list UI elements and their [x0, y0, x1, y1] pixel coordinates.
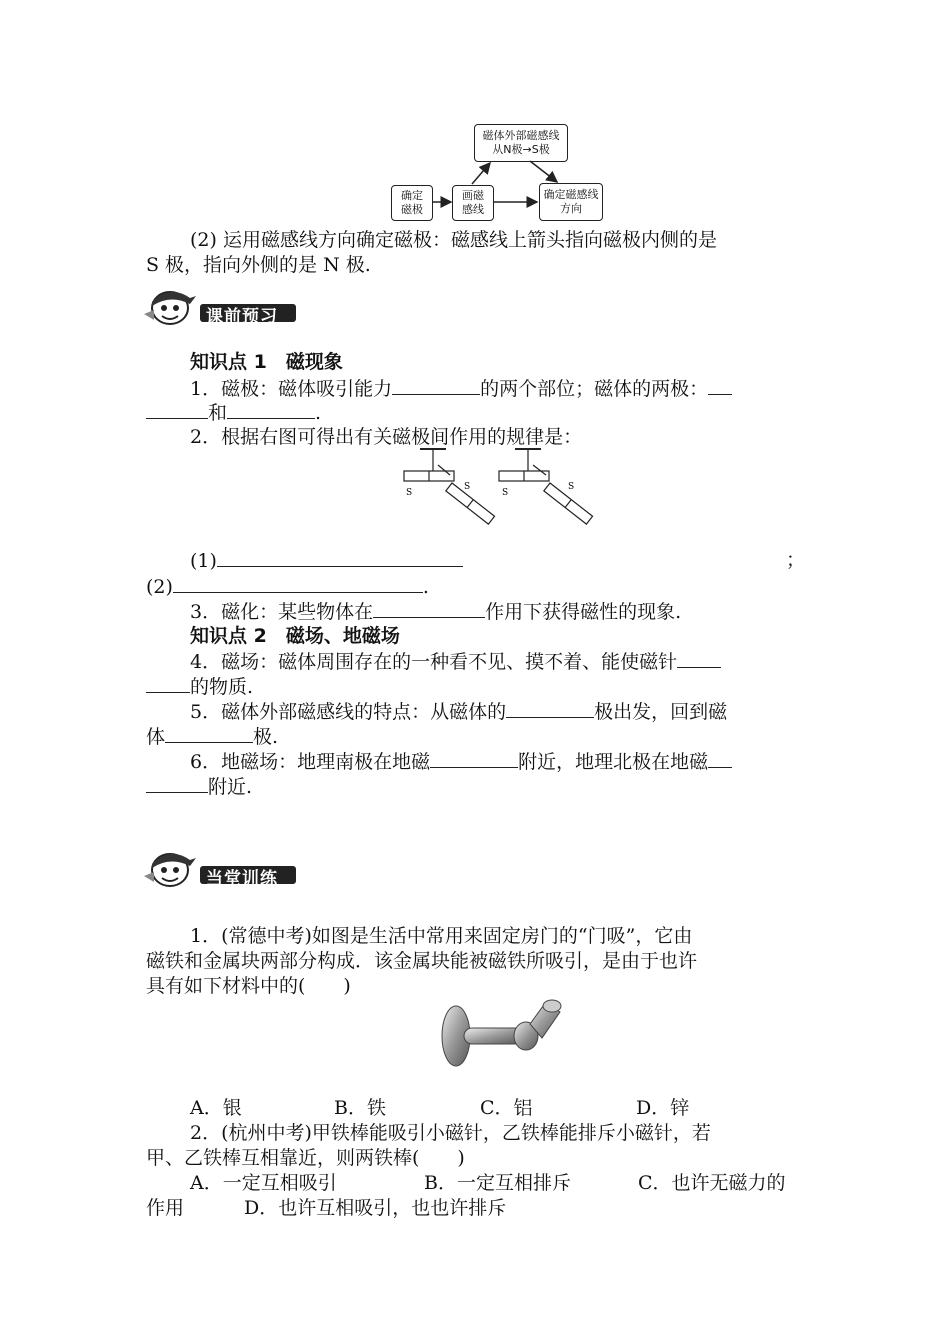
e2-option-d: D．也许互相吸引，也也许排斥	[244, 1197, 507, 1219]
blank-field[interactable]	[392, 376, 480, 395]
e2-option-a: A．一定互相吸引	[190, 1172, 337, 1194]
e1-option-c: C．铝	[480, 1097, 533, 1119]
blank-field[interactable]	[677, 649, 721, 668]
blank-field[interactable]	[146, 400, 208, 419]
e2-line-4a: 作用	[146, 1197, 185, 1219]
q4-line-2	[146, 674, 253, 699]
q5-text-a: 5．磁体外部磁感线的特点：从磁体的	[190, 701, 507, 723]
p1-label: (1)	[190, 550, 217, 572]
q4-text-a: 4．磁场：磁体周围存在的一种看不见、摸不着、能使磁针	[190, 651, 678, 673]
q6-text-c: 附近.	[208, 776, 253, 798]
q6-line-1	[190, 749, 732, 774]
q5-text-d: 极.	[253, 726, 279, 748]
blank-field[interactable]	[146, 774, 208, 793]
blank-field[interactable]	[708, 749, 732, 768]
blank-field[interactable]	[165, 724, 253, 743]
q3-line	[190, 599, 681, 624]
p2-line	[146, 574, 429, 599]
kp2-title: 知识点 2 磁场、地磁场	[190, 625, 400, 647]
e2-line-1: 2．(杭州中考)甲铁棒能吸引小磁针，乙铁棒能排斥小磁针，若	[190, 1122, 711, 1144]
blank-field[interactable]	[173, 574, 423, 593]
e2-option-c: C．也许无磁力的	[638, 1172, 786, 1194]
e1-line-2: 磁铁和金属块两部分构成．该金属块能被磁铁所吸引，是由于也许	[146, 950, 698, 972]
banner-title: 当堂训练	[206, 869, 278, 889]
blank-field[interactable]	[217, 548, 463, 567]
q6-line-2	[146, 774, 252, 799]
flow-arrows	[380, 120, 620, 230]
e1-option-b: B．铁	[334, 1097, 386, 1119]
magnet-label-s: S	[568, 482, 575, 492]
q5-text-b: 极出发，回到磁	[594, 701, 728, 723]
q4-line-1	[190, 649, 721, 674]
banner-title: 课前预习	[206, 307, 278, 327]
p1-end: ；	[786, 549, 806, 571]
q1-text-c: 和	[208, 402, 228, 424]
e2-option-b: B．一定互相排斥	[424, 1172, 571, 1194]
door-stop-image	[434, 994, 564, 1074]
section-banner-preview	[140, 284, 300, 327]
intro-line-2: S 极，指向外侧的是 N 极.	[146, 254, 371, 276]
p2-label: (2)	[146, 576, 173, 598]
e1-option-a: A．银	[190, 1097, 242, 1119]
q3-text-a: 3．磁化：某些物体在	[190, 601, 374, 623]
magnet-label-s: S	[406, 488, 413, 498]
section-banner-practice	[140, 846, 300, 889]
blank-field[interactable]	[506, 699, 594, 718]
q1-text-d: .	[315, 402, 322, 424]
e1-line-3: 具有如下材料中的( )	[146, 975, 351, 997]
e1-line-1: 1．(常德中考)如图是生活中常用来固定房门的“门吸”，它由	[190, 925, 693, 947]
kp1-title: 知识点 1 磁现象	[190, 351, 343, 373]
magnets-figure	[390, 447, 610, 529]
flow-top-text: 磁体外部磁感线从N极→S极	[482, 129, 560, 156]
blank-field[interactable]	[708, 376, 732, 395]
e1-option-d: D．锌	[636, 1097, 690, 1119]
p1-line	[190, 548, 463, 573]
p2-end: .	[422, 576, 429, 598]
q5-line-2	[146, 724, 278, 749]
q1-text-a: 1．磁极：磁体吸引能力	[190, 378, 393, 400]
magnet-label-s: S	[464, 482, 471, 492]
q6-text-a: 6．地磁场：地理南极在地磁	[190, 751, 431, 773]
blank-field[interactable]	[430, 749, 518, 768]
flow-box-3-text: 确定磁感线方向	[543, 188, 599, 215]
q6-text-b: 附近，地理北极在地磁	[518, 751, 709, 773]
q3-text-b: 作用下获得磁性的现象.	[485, 601, 682, 623]
flow-box-2-text: 画磁感线	[462, 189, 484, 216]
magnet-label-s: S	[502, 488, 509, 498]
intro-line-1: (2) 运用磁感线方向确定磁极：磁感线上箭头指向磁极内侧的是	[190, 229, 717, 251]
q1-line-2	[146, 400, 321, 425]
q1-text-b: 的两个部位；磁体的两极：	[480, 378, 709, 400]
blank-field[interactable]	[146, 674, 190, 693]
q1-line-1	[190, 376, 732, 401]
q2-line: 2．根据右图可得出有关磁极间作用的规律是：	[190, 426, 583, 448]
blank-field[interactable]	[227, 400, 315, 419]
flow-box-1-text: 确定磁极	[401, 189, 423, 216]
q4-text-b: 的物质.	[190, 676, 254, 698]
e2-line-2: 甲、乙铁棒互相靠近，则两铁棒( )	[146, 1147, 465, 1169]
blank-field[interactable]	[373, 599, 485, 618]
q5-line-1	[190, 699, 727, 724]
q5-text-c: 体	[146, 726, 166, 748]
